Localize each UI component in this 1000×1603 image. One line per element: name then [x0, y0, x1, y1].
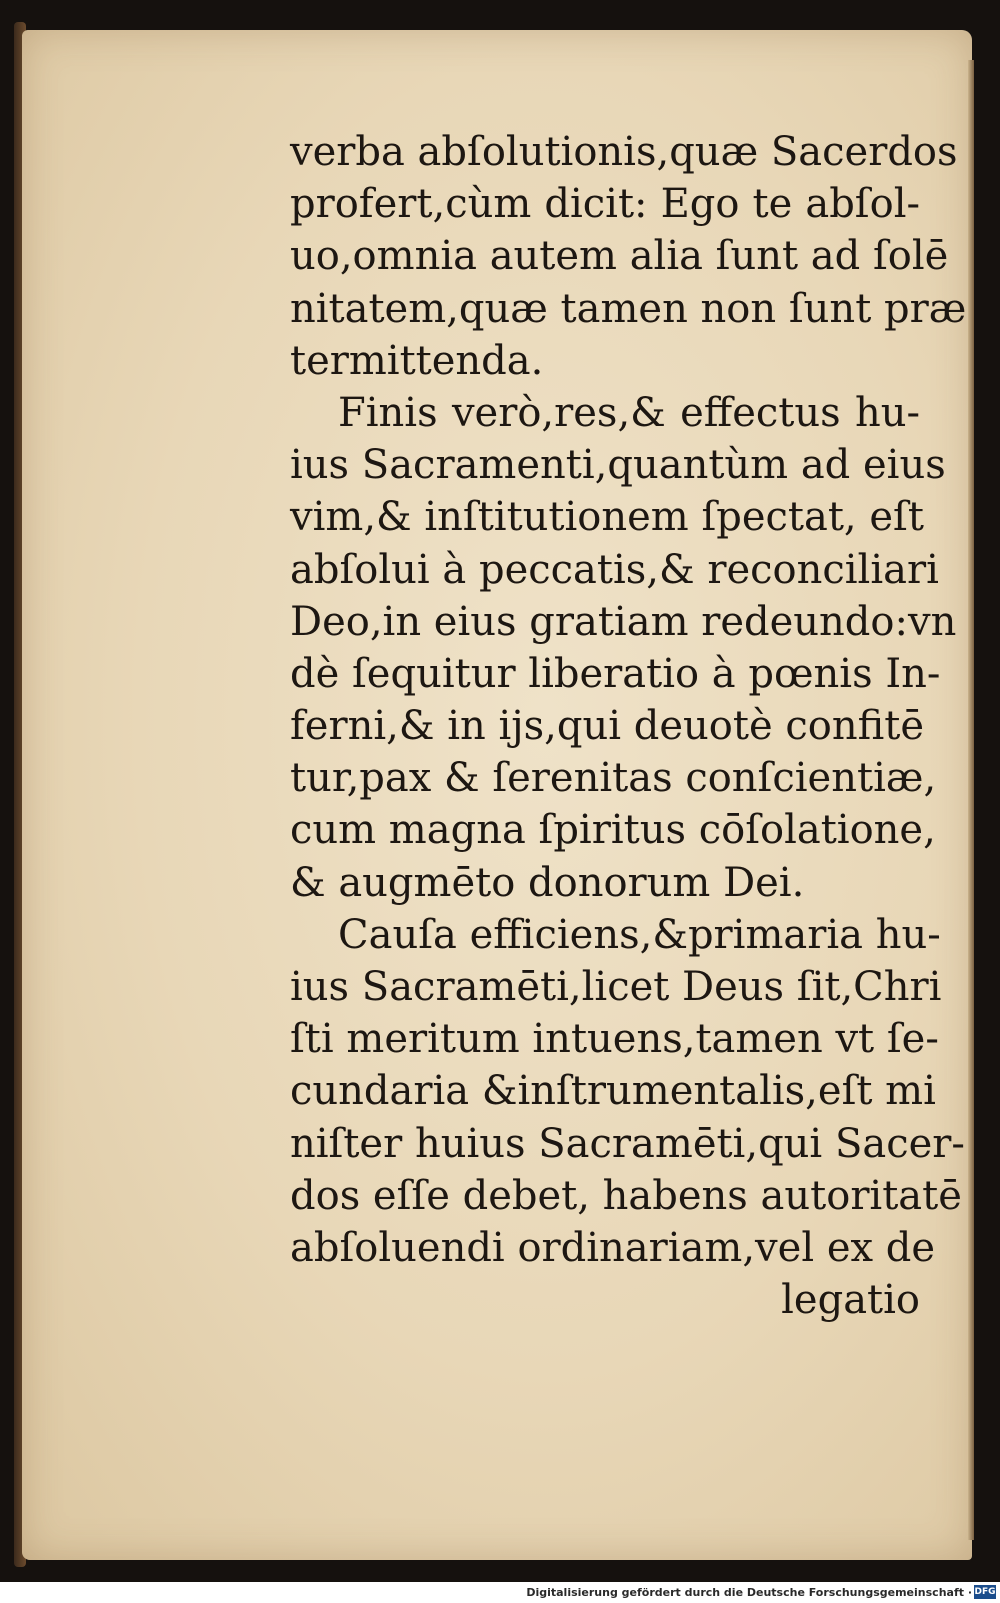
text-line: abſolui à peccatis,& reconciliari [290, 546, 939, 593]
text-line: cum magna ſpiritus cōſolatione, [290, 807, 936, 854]
paragraph-start-line: Cauſa efficiens,&primaria hu- [338, 911, 941, 958]
text-line: termittenda. [290, 337, 544, 384]
text-line: profert,cùm dicit: Ego te abſol- [290, 181, 920, 228]
text-line: verba abſolutionis,quæ Sacerdos [290, 129, 958, 175]
funding-credit: Digitalisierung gefördert durch die Deutsche Forschungsgemeinschaft · [526, 1586, 972, 1599]
text-line: & augmēto donorum Dei. [290, 859, 805, 906]
page-text [290, 126, 967, 1326]
text-line: vim,& inſtitutionem ſpectat, eſt [290, 494, 924, 541]
text-line: tur,pax & ſerenitas conſcientiæ, [290, 755, 937, 802]
paragraph-start-line: Finis verò,res,& effectus hu- [338, 389, 920, 436]
text-line: uo,omnia autem alia ſunt ad ſolē [290, 233, 949, 280]
text-line: nitatem,quæ tamen non ſunt præ [290, 285, 967, 332]
text-line: dos eſſe debet, habens autoritatē [290, 1172, 962, 1219]
footer-bar [0, 1582, 1000, 1603]
text-line: niſter huius Sacramēti,qui Sacer- [290, 1120, 965, 1167]
dfg-logo-icon: DFG [974, 1587, 996, 1597]
text-line: ſti meritum intuens,tamen vt ſe- [290, 1016, 939, 1063]
text-line: Deo,in eius gratiam redeundo:vn [290, 598, 957, 645]
text-line: ius Sacramenti,quantùm ad eius [290, 442, 946, 489]
text-line: ferni,& in ijs,qui deuotè confitē [290, 703, 925, 750]
text-line: ius Sacramēti,licet Deus ſit,Chri [290, 964, 942, 1010]
text-line: cundaria &inſtrumentalis,eſt mi [290, 1068, 936, 1115]
text-line: dè ſequitur liberatio à pœnis In- [290, 650, 941, 697]
page-fore-edge [968, 60, 974, 1540]
catchword: legatio [781, 1277, 920, 1324]
text-line: abſoluendi ordinariam,vel ex de [290, 1224, 936, 1271]
